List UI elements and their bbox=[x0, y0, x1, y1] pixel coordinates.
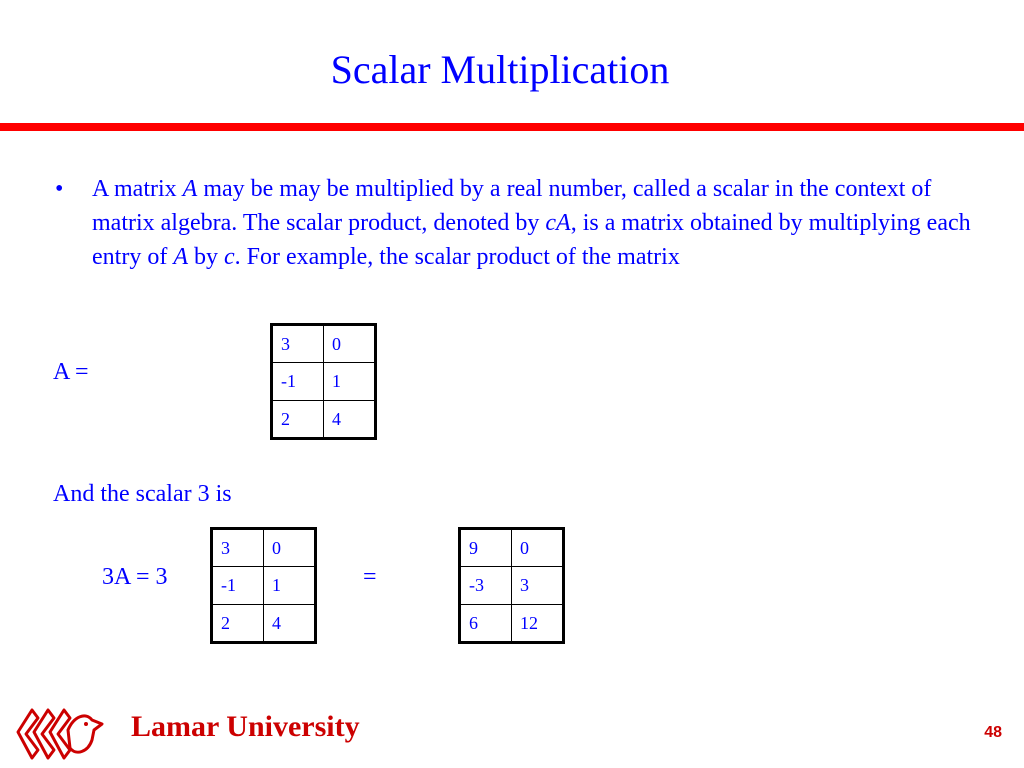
cardinal-logo-icon bbox=[12, 700, 112, 764]
matrix-cell: 2 bbox=[212, 605, 264, 643]
matrix-cell: 6 bbox=[460, 605, 512, 643]
bullet-text-segment: by bbox=[187, 244, 224, 270]
bullet-paragraph bbox=[55, 172, 985, 274]
matrix-a-multiplied bbox=[210, 527, 317, 644]
matrix-cell: 4 bbox=[264, 605, 316, 643]
matrix-cell: 0 bbox=[512, 529, 564, 567]
matrix-cell: 0 bbox=[324, 325, 376, 363]
bullet-text-segment: . For example, the scalar product of the matrix bbox=[234, 244, 680, 270]
matrix-cell: -3 bbox=[460, 567, 512, 605]
matrix-cell: 3 bbox=[272, 325, 324, 363]
matrix-row bbox=[212, 567, 316, 605]
matrix-cell: 12 bbox=[512, 605, 564, 643]
bullet-marker: • bbox=[55, 176, 64, 202]
a-equals-label: A = bbox=[53, 359, 89, 385]
matrix-cell: 1 bbox=[324, 363, 376, 401]
matrix-cell: -1 bbox=[212, 567, 264, 605]
matrix-row bbox=[272, 325, 376, 363]
matrix-a bbox=[270, 323, 377, 440]
matrix-row bbox=[460, 567, 564, 605]
matrix-result bbox=[458, 527, 565, 644]
bullet-text-segment: A matrix bbox=[92, 176, 183, 202]
bullet-italic-symbol: A bbox=[173, 244, 188, 270]
three-a-label: 3A = 3 bbox=[102, 564, 168, 590]
matrix-cell: 3 bbox=[212, 529, 264, 567]
matrix-cell: 0 bbox=[264, 529, 316, 567]
bullet-text bbox=[92, 172, 985, 274]
matrix-row bbox=[272, 401, 376, 439]
matrix-cell: 1 bbox=[264, 567, 316, 605]
page-number: 48 bbox=[984, 724, 1002, 741]
matrix-cell: 9 bbox=[460, 529, 512, 567]
matrix-row bbox=[460, 605, 564, 643]
bullet-italic-symbol: cA bbox=[545, 210, 571, 236]
matrix-row bbox=[212, 529, 316, 567]
matrix-row bbox=[272, 363, 376, 401]
bullet-text-segment: , is a matrix obtained by multiplying each entry of bbox=[92, 210, 971, 270]
matrix-cell: 2 bbox=[272, 401, 324, 439]
slide-title: Scalar Multiplication bbox=[330, 47, 670, 92]
equals-sign: = bbox=[363, 564, 377, 590]
matrix-cell: 4 bbox=[324, 401, 376, 439]
matrix-cell: -1 bbox=[272, 363, 324, 401]
bullet-italic-symbol: A bbox=[182, 176, 198, 202]
bullet-text-segment: may be may be multiplied by a real number, called a scalar in the context of matrix algebra. The scalar product, denoted by bbox=[92, 176, 932, 236]
bullet-italic-symbol: c bbox=[223, 244, 235, 270]
scalar-intro-label: And the scalar 3 is bbox=[53, 481, 232, 507]
matrix-row bbox=[212, 605, 316, 643]
title-divider bbox=[0, 123, 1024, 131]
matrix-row bbox=[460, 529, 564, 567]
matrix-cell: 3 bbox=[512, 567, 564, 605]
university-name: Lamar University bbox=[131, 710, 360, 743]
